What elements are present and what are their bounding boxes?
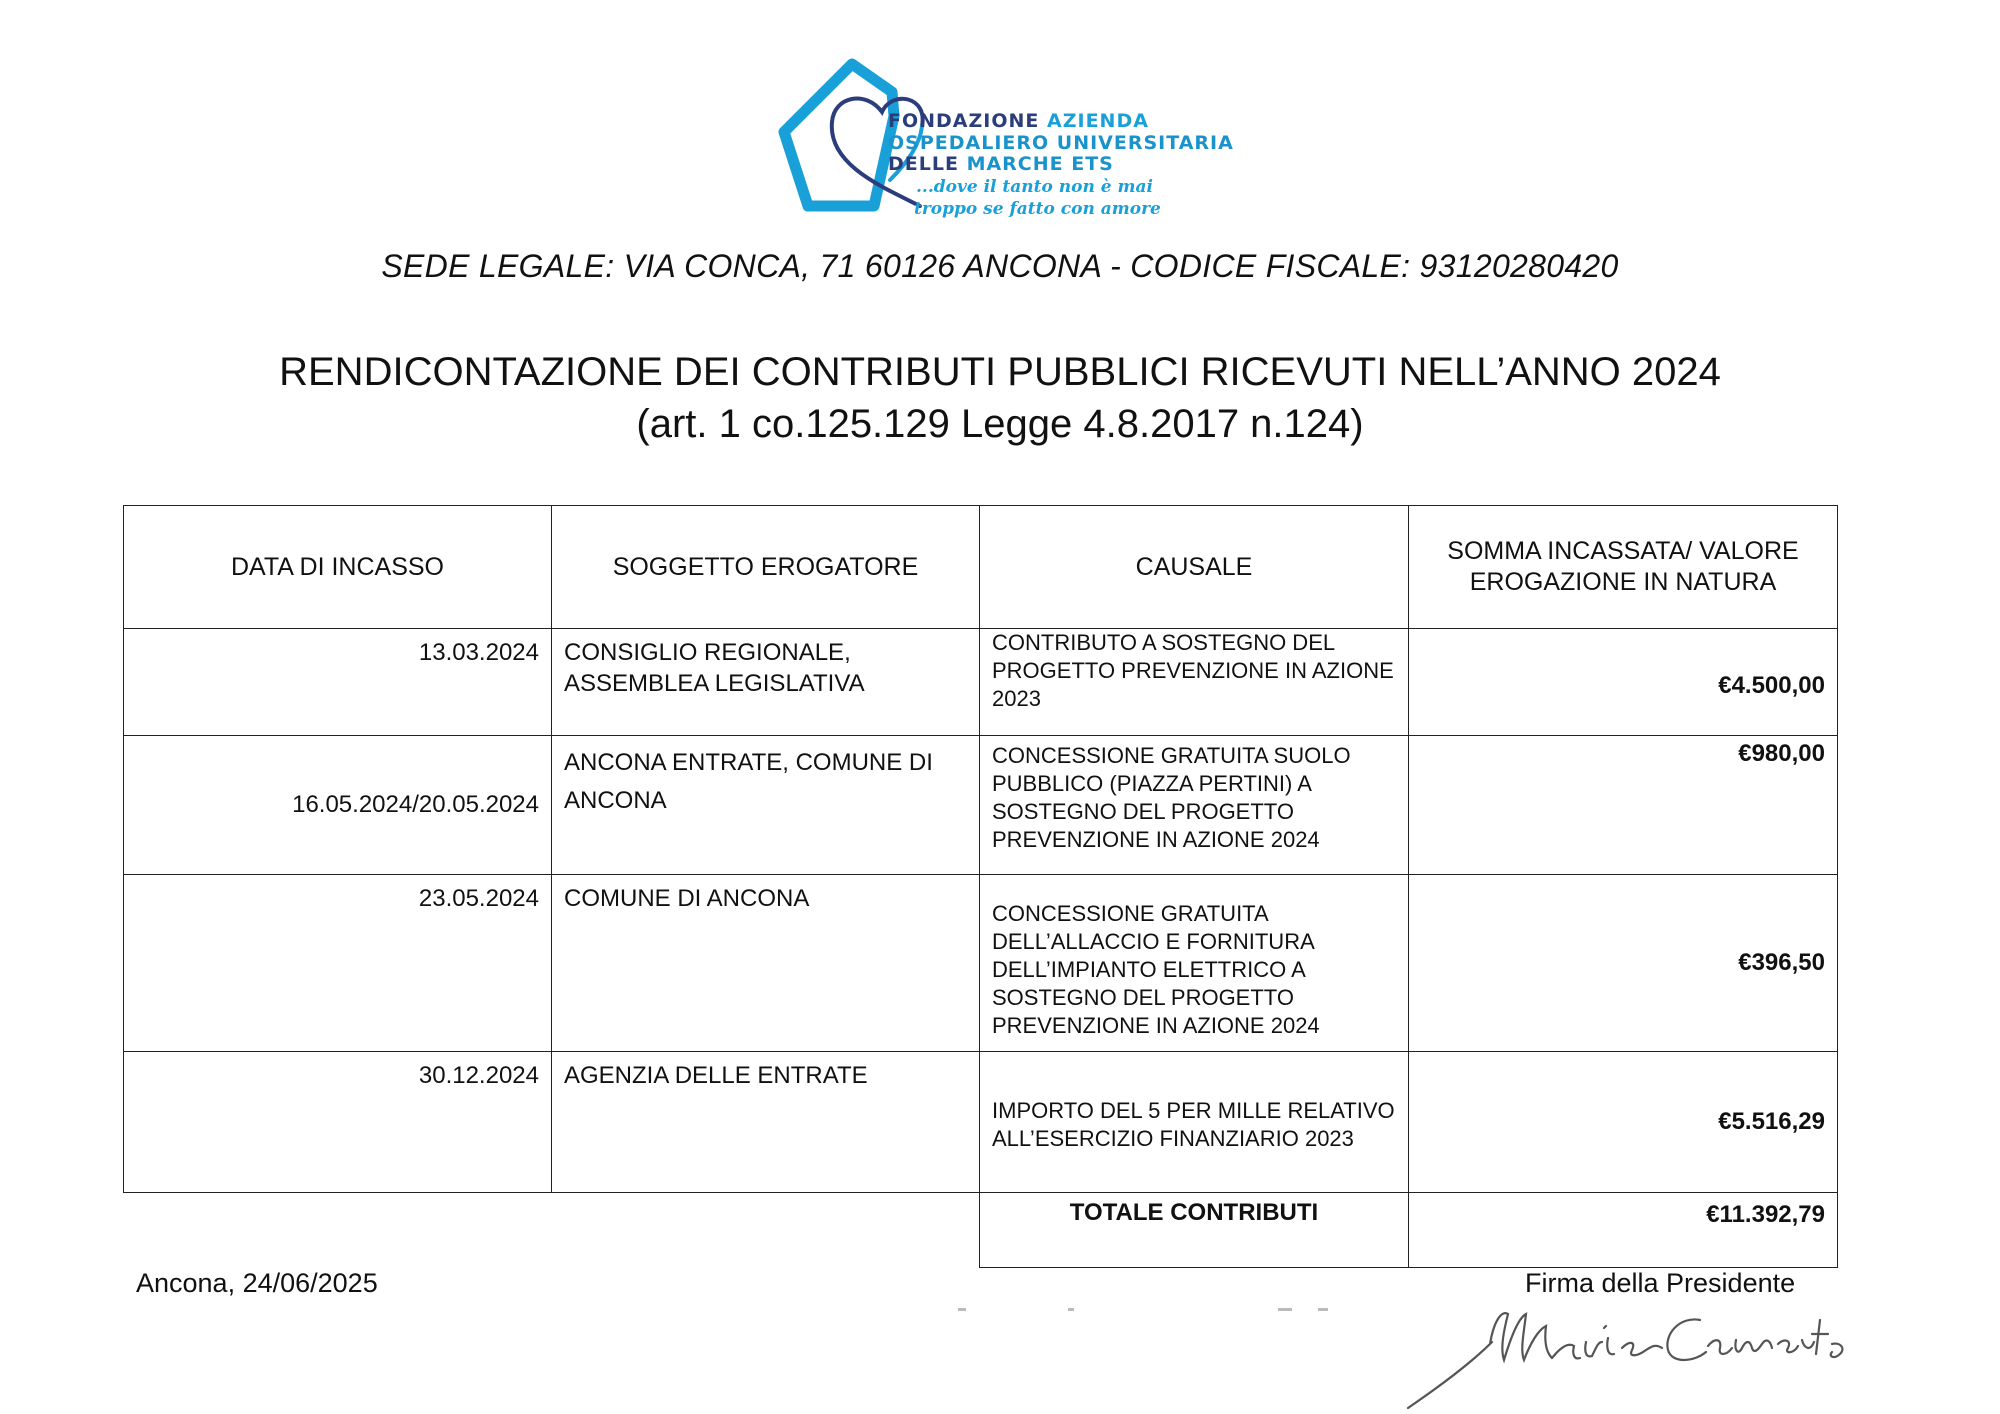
logo-slogan-2: troppo se fatto con amore: [914, 199, 1161, 219]
scan-mark: [1278, 1308, 1292, 1311]
total-row-spacer: [124, 1193, 980, 1268]
row-soggetto: ANCONA ENTRATE, COMUNE DI ANCONA: [552, 736, 980, 875]
row-date: 23.05.2024: [124, 875, 552, 1052]
total-label: TOTALE CONTRIBUTI: [980, 1193, 1409, 1268]
row-importo: €4.500,00: [1409, 629, 1838, 736]
total-amount: €11.392,79: [1409, 1193, 1838, 1268]
logo-line-2: OSPEDALIERO UNIVERSITARIA: [888, 132, 1234, 154]
foundation-logo: [770, 56, 1234, 226]
table-row: [124, 629, 1838, 736]
document-title: RENDICONTAZIONE DEI CONTRIBUTI PUBBLICI RICEVUTI NELL’ANNO 2024: [279, 350, 1721, 394]
table-row: [124, 736, 1838, 875]
registered-office: SEDE LEGALE: VIA CONCA, 71 60126 ANCONA - CODICE FISCALE: 93120280420: [381, 248, 1619, 284]
header-causale: CAUSALE: [980, 506, 1409, 629]
table-row: [124, 1052, 1838, 1193]
row-soggetto: AGENZIA DELLE ENTRATE: [552, 1052, 980, 1193]
table-header-row: [124, 506, 1838, 629]
table-row: [124, 875, 1838, 1052]
scan-mark: [1318, 1308, 1328, 1311]
header-somma-incassata: SOMMA INCASSATA/ VALORE EROGAZIONE IN NATURA: [1409, 506, 1838, 629]
place-and-date: Ancona, 24/06/2025: [136, 1268, 378, 1298]
contributions-table: [123, 505, 1838, 1268]
row-causale: CONTRIBUTO A SOSTEGNO DEL PROGETTO PREVENZIONE IN AZIONE 2023: [980, 629, 1409, 736]
row-causale: CONCESSIONE GRATUITA DELL’ALLACCIO E FORNITURA DELL’IMPIANTO ELETTRICO A SOSTEGNO DEL PROGETTO PREVENZIONE IN AZIONE 2024: [980, 875, 1409, 1052]
scan-mark: [1068, 1308, 1074, 1311]
row-date: 13.03.2024: [124, 629, 552, 736]
row-soggetto: CONSIGLIO REGIONALE, ASSEMBLEA LEGISLATIVA: [552, 629, 980, 736]
document-subtitle: (art. 1 co.125.129 Legge 4.8.2017 n.124): [636, 402, 1364, 446]
logo-slogan-1: ...dove il tanto non è mai: [916, 177, 1153, 197]
row-soggetto: COMUNE DI ANCONA: [552, 875, 980, 1052]
row-causale: CONCESSIONE GRATUITA SUOLO PUBBLICO (PIAZZA PERTINI) A SOSTEGNO DEL PROGETTO PREVENZIONE IN AZIONE 2024: [980, 736, 1409, 875]
row-importo: €396,50: [1409, 875, 1838, 1052]
logo-line-1: FONDAZIONE AZIENDA: [888, 110, 1149, 132]
row-importo: €980,00: [1409, 736, 1838, 875]
handwritten-signature: [1400, 1290, 1860, 1414]
header-soggetto-erogatore: SOGGETTO EROGATORE: [552, 506, 980, 629]
total-row: [124, 1193, 1838, 1268]
row-date: 16.05.2024/20.05.2024: [124, 736, 552, 875]
row-causale: IMPORTO DEL 5 PER MILLE RELATIVO ALL’ESERCIZIO FINANZIARIO 2023: [980, 1052, 1409, 1193]
logo-line-3: DELLE MARCHE ETS: [888, 153, 1114, 175]
header-data-incasso: DATA DI INCASSO: [124, 506, 552, 629]
scan-mark: [958, 1308, 966, 1311]
row-importo: €5.516,29: [1409, 1052, 1838, 1193]
signature-label: Firma della Presidente: [1525, 1268, 1796, 1298]
row-date: 30.12.2024: [124, 1052, 552, 1193]
